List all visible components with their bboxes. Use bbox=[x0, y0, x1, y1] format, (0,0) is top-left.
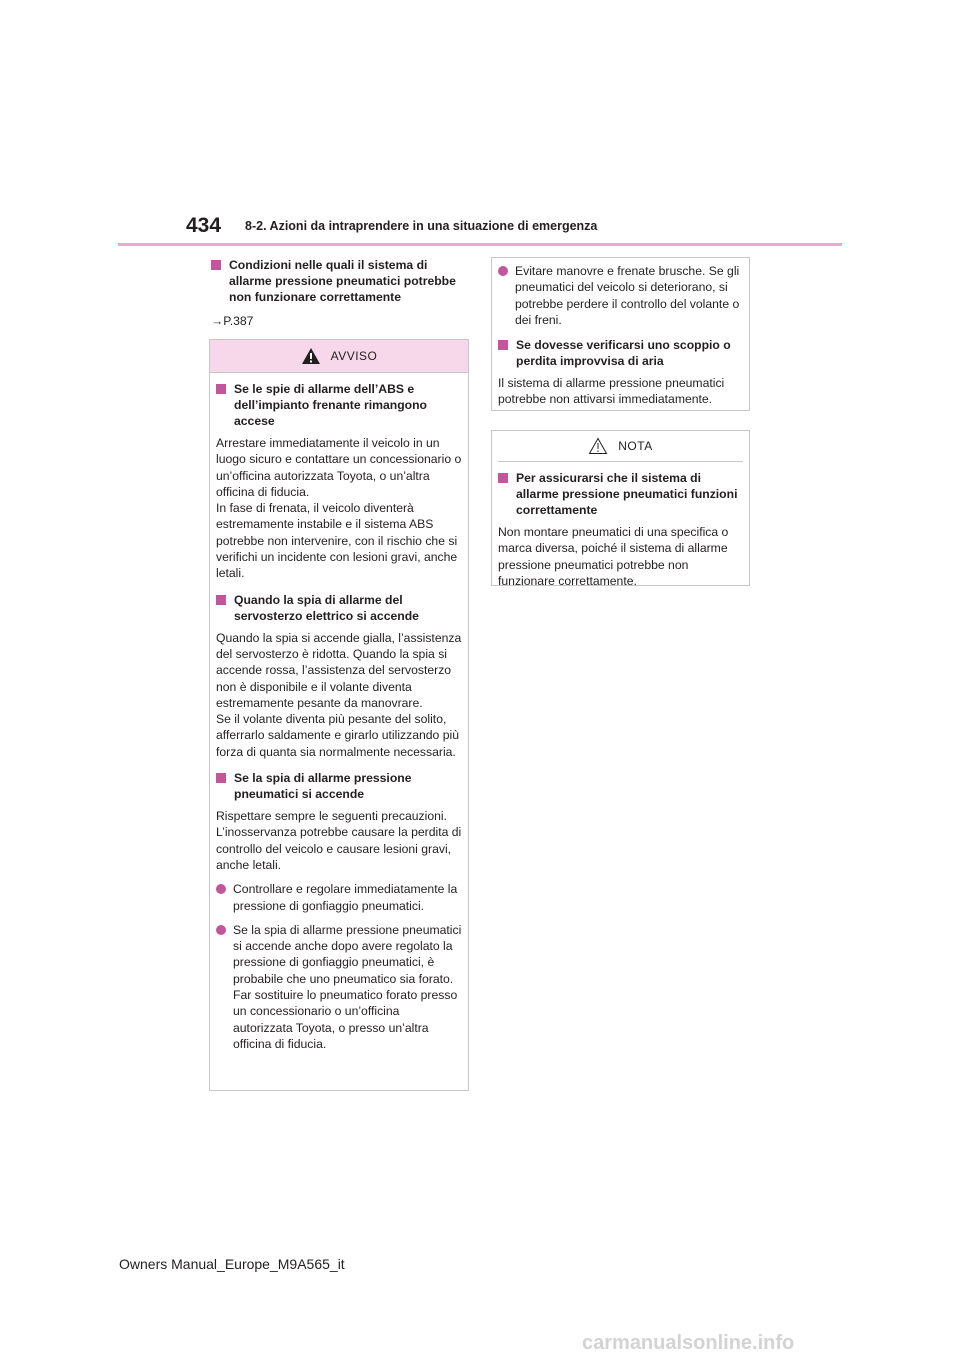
list-item bbox=[216, 922, 462, 1052]
page-number: 434 bbox=[186, 214, 222, 237]
list-item-text: Evitare manovre e frenate brusche. Se gli pneumatici del veicolo si deteriorano, si potrebbe perdere il controllo del volante o dei freni. bbox=[515, 264, 740, 327]
notice-box-header bbox=[492, 431, 749, 461]
intro-heading bbox=[211, 257, 467, 305]
notice-box bbox=[491, 430, 750, 586]
header-rule bbox=[118, 243, 842, 246]
warning-triangle-icon bbox=[301, 347, 321, 365]
list-item bbox=[216, 881, 462, 914]
warning-section-heading-text: Se la spia di allarme pressione pneumatici si accende bbox=[234, 771, 412, 802]
square-bullet-icon bbox=[216, 773, 226, 783]
warning-section-heading-text: Se le spie di allarme dell’ABS e dell’impianto frenante rimangono accese bbox=[234, 382, 427, 428]
watermark: carmanualsonline.info bbox=[582, 1332, 795, 1354]
notice-heading-text: Per assicurarsi che il sistema di allarme pressione pneumatici funzioni correttamente bbox=[516, 471, 738, 517]
caution-triangle-outline-icon bbox=[588, 437, 608, 455]
round-bullet-icon bbox=[216, 884, 226, 894]
warning-section-heading-text: Se dovesse verificarsi uno scoppio o perdita improvvisa di aria bbox=[516, 338, 731, 369]
warning-box-continued-content bbox=[492, 258, 749, 416]
warning-box bbox=[209, 339, 469, 1091]
warning-section-body: Arrestare immediatamente il veicolo in un luogo sicuro e contattare un concessionario o un’officina autorizzata Toyota, o un’altra officina di fiducia. In fase di frenata, il veicolo diventerà estremamente instabile e il sistema ABS potrebbe non intervenire, con il rischio che si verifichi un incidente con lesioni gravi, anche letali. bbox=[216, 436, 462, 581]
square-bullet-icon bbox=[498, 340, 508, 350]
warning-section-body: Rispettare sempre le seguenti precauzioni. L’inosservanza potrebbe causare la perdita di controllo del veicolo e causare lesioni gravi, anche letali. bbox=[216, 809, 462, 872]
running-head: 8-2. Azioni da intraprendere in una situazione di emergenza bbox=[245, 219, 598, 233]
warning-section-heading bbox=[216, 770, 462, 802]
footer-text: Owners Manual_Europe_M9A565_it bbox=[119, 1256, 345, 1272]
intro-heading-text: Condizioni nelle quali il sistema di allarme pressione pneumatici potrebbe non funzionare correttamente bbox=[229, 258, 456, 304]
warning-section-heading bbox=[498, 337, 743, 369]
left-column-intro bbox=[211, 257, 467, 329]
warning-section-body: Quando la spia si accende gialla, l’assistenza del servosterzo è ridotta. Quando la spia si accende rossa, l’assistenza del servosterzo non è disponibile e il volante diventa estremamente pesante da manovrare. Se il volante diventa più pesante del solito, afferrarlo saldamente e girarlo utilizzando più forza di quanta sia normalmente necessaria. bbox=[216, 630, 462, 759]
notice-heading bbox=[498, 470, 743, 518]
warning-box-continued bbox=[491, 257, 750, 411]
round-bullet-icon bbox=[216, 925, 226, 935]
list-item-text: Controllare e regolare immediatamente la pressione di gonfiaggio pneumatici. bbox=[233, 882, 458, 913]
warning-box-title: AVVISO bbox=[330, 349, 378, 363]
notice-box-content bbox=[492, 462, 749, 597]
list-item bbox=[498, 263, 743, 328]
warning-section-body: Il sistema di allarme pressione pneumatici potrebbe non attivarsi immediatamente. bbox=[498, 376, 725, 407]
warning-section-heading-text: Quando la spia di allarme del servosterzo elettrico si accende bbox=[234, 592, 419, 623]
page-reference[interactable]: →P.387 bbox=[211, 314, 254, 328]
square-bullet-icon bbox=[216, 384, 226, 394]
square-bullet-icon bbox=[216, 595, 226, 605]
square-bullet-icon bbox=[498, 473, 508, 483]
notice-body: Non montare pneumatici di una specifica o marca diversa, poiché il sistema di allarme pressione pneumatici potrebbe non funzionare correttamente. bbox=[498, 525, 729, 588]
warning-box-content bbox=[210, 373, 468, 1060]
list-item-text: Se la spia di allarme pressione pneumatici si accende anche dopo avere regolato la pressione di gonfiaggio pneumatici, è probabile che uno pneumatico sia forato. Far sostituire lo pneumatico forato presso un concessionario o un’officina autorizzata Toyota, o presso un’altra officina di fiducia. bbox=[233, 922, 462, 1051]
notice-box-title: NOTA bbox=[618, 439, 653, 453]
warning-section-heading bbox=[216, 592, 462, 624]
warning-box-header bbox=[210, 340, 468, 373]
round-bullet-icon bbox=[498, 266, 508, 276]
square-bullet-icon bbox=[211, 260, 221, 270]
warning-section-heading bbox=[216, 381, 462, 429]
